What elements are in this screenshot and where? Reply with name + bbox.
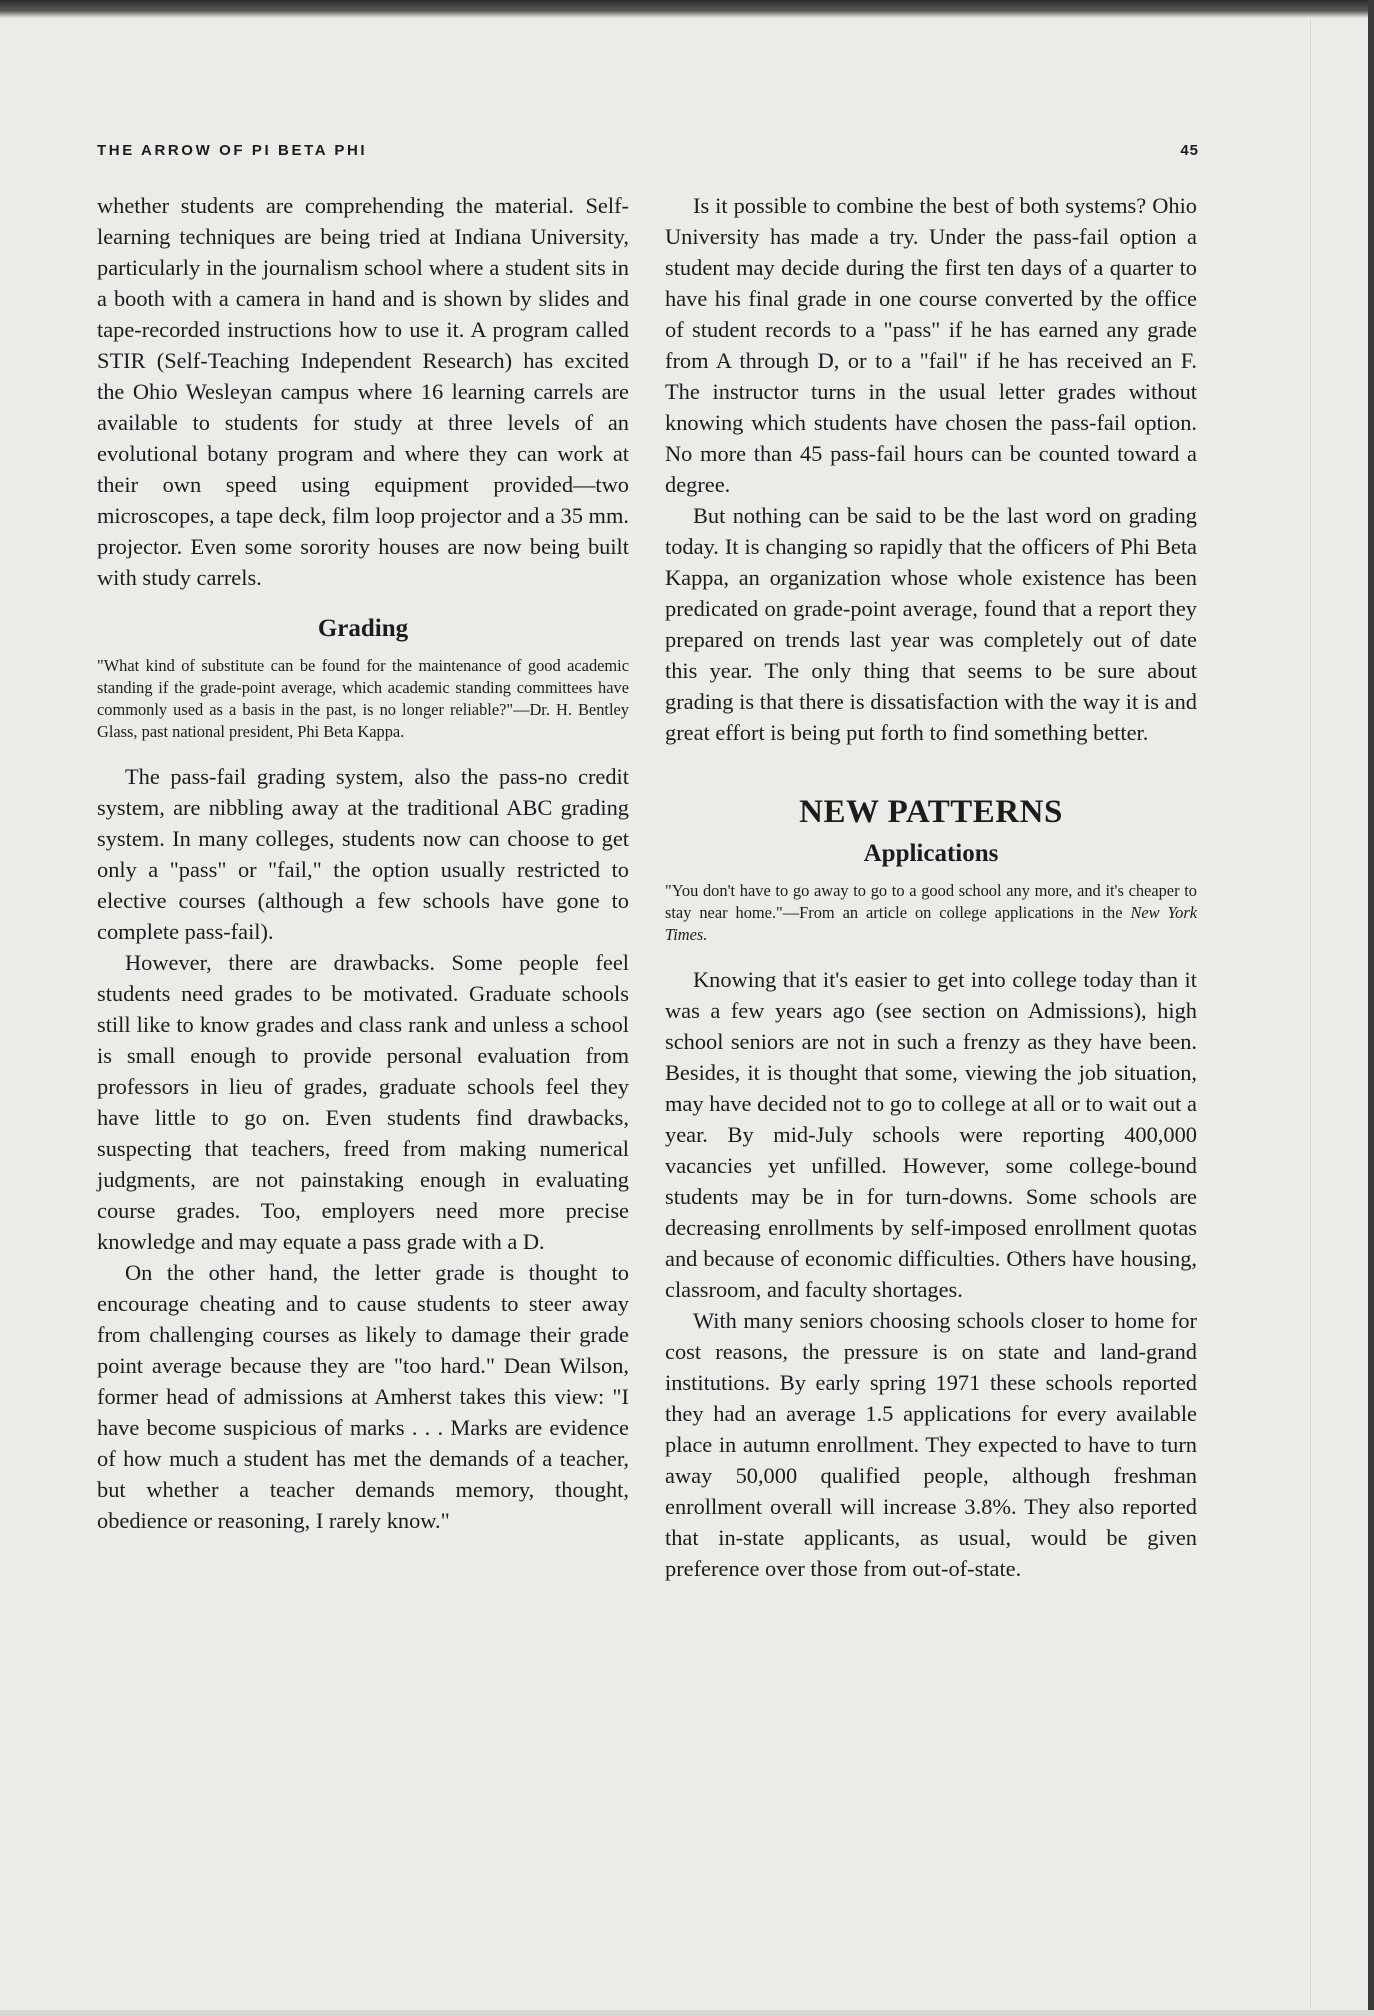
left-paragraph-4: On the other hand, the letter grade is thought to encourage cheating and to cause students to steer away from challenging courses as likely to damage their grade point average because they are "too hard." Dean Wilson, former head of admissions at Amherst takes this view: "I have become suspicious of marks . . . Marks are evidence of how much a student has met the demands of a teacher, but whether a teacher demands memory, thought, obedience or reasoning, I rarely know." <box>97 1260 629 1533</box>
right-paragraph-2: But nothing can be said to be the last word on grading today. It is changing so rapidly that the officers of Phi Beta Kappa, an organization whose whole existence has been predicated on grade-point average, found that a report they prepared on trends last year was completely out of date this year. The only thing that seems to be sure about grading is that there is dissatisfaction with the way it is and great effort is being put forth to find something better. <box>665 503 1197 745</box>
scan-top-edge <box>0 0 1374 18</box>
applications-epigraph-source: New York Times. <box>665 903 1197 944</box>
running-head <box>97 142 1199 166</box>
right-paragraph-1: Is it possible to combine the best of both systems? Ohio University has made a try. Under the pass-fail option a student may decide during the first ten days of a quarter to have his final grade in one course converted by the office of student records to a "pass" if he has earned any grade from A through D, or to a "fail" if he has received an F. The instructor turns in the usual letter grades without knowing which students have chosen the pass-fail option. No more than 45 pass-fail hours can be counted toward a degree. <box>665 193 1197 497</box>
right-column <box>665 190 1197 1584</box>
right-paragraph-4: With many seniors choosing schools closer to home for cost reasons, the pressure is on state and land-grand institutions. By early spring 1971 these schools reported they had an average 1.5 applications for every available place in autumn enrollment. They expected to have to turn away 50,000 qualified people, although freshman enrollment overall will increase 3.8%. They also reported that in-state applicants, as usual, would be given preference over those from out-of-state. <box>665 1308 1197 1581</box>
page-number: 45 <box>1180 142 1199 159</box>
grading-heading: Grading <box>317 615 409 642</box>
applications-heading: Applications <box>863 840 999 867</box>
scan-bottom-edge <box>0 2010 1374 2016</box>
applications-epigraph-quote: "You don't have to go away to go to a good school any more, and it's cheaper to stay near home."—From an article on college applications in the <box>665 881 1197 922</box>
running-title: THE ARROW OF PI BETA PHI <box>97 142 368 159</box>
left-paragraph-2: The pass-fail grading system, also the pass-no credit system, are nibbling away at the traditional ABC grading system. In many colleges, students now can choose to get only a "pass" or "fail," the option usually restricted to elective courses (although a few schools have gone to complete pass-fail). <box>97 764 629 944</box>
left-column <box>97 190 629 1536</box>
grading-epigraph: "What kind of substitute can be found for the maintenance of good academic standing if the grade-point average, which academic standing committees have commonly used as a basis in the past, is no longer reliable?"—Dr. H. Bentley Glass, past national president, Phi Beta Kappa. <box>97 656 629 741</box>
applications-epigraph <box>665 880 1197 946</box>
left-paragraph-3: However, there are drawbacks. Some people feel students need grades to be motivated. Graduate schools still like to know grades and class rank and unless a school is small enough to provide personal evaluation from professors in lieu of grades, graduate schools feel they have little to go on. Even students find drawbacks, suspecting that teachers, freed from making numerical judgments, are not painstaking enough in evaluating course grades. Too, employers need more precise knowledge and may equate a pass grade with a D. <box>97 950 629 1254</box>
new-patterns-heading: NEW PATTERNS <box>799 794 1063 830</box>
scan-fold-line <box>1310 18 1311 2008</box>
right-paragraph-3: Knowing that it's easier to get into college today than it was a few years ago (see section on Admissions), high school seniors are not in such a frenzy as they have been. Besides, it is thought that some, viewing the job situation, may have decided not to go to college at all or to wait out a year. By mid-July schools were reporting 400,000 vacancies yet unfilled. However, some college-bound students may be in for turn-downs. Some schools are decreasing enrollments by self-imposed enrollment quotas and because of economic difficulties. Others have housing, classroom, and faculty shortages. <box>665 967 1197 1302</box>
left-paragraph-1: whether students are comprehending the material. Self-learning techniques are being tried at Indiana University, particularly in the journalism school where a student sits in a booth with a camera in hand and is shown by slides and tape-recorded instructions how to use it. A program called STIR (Self-Teaching Independent Research) has excited the Ohio Wesleyan campus where 16 learning carrels are available to students for study at three levels of an evolutional botany program and where they can work at their own speed using equipment provided—two microscopes, a tape deck, film loop projector and a 35 mm. projector. Even some sorority houses are now being built with study carrels. <box>97 193 629 590</box>
scan-right-edge <box>1368 0 1374 2016</box>
